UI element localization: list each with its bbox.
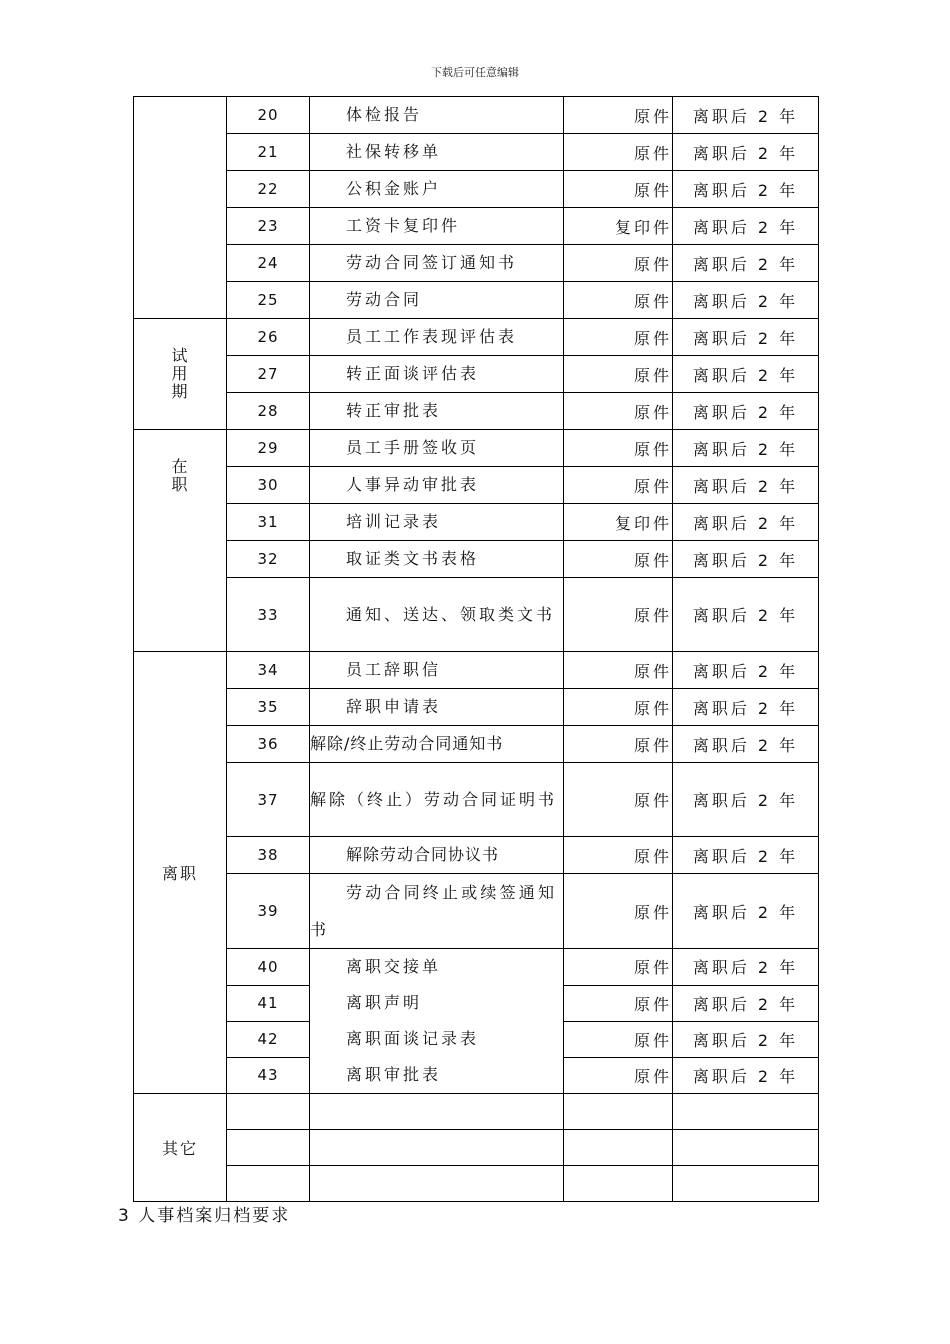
table-row (134, 1130, 819, 1166)
document-type: 原件 (564, 134, 673, 171)
retention-period: 离职后 2 年 (673, 689, 819, 726)
category-cell (134, 97, 227, 319)
row-number: 28 (227, 393, 310, 430)
document-type: 原件 (564, 171, 673, 208)
table-row (134, 985, 819, 1021)
row-number: 23 (227, 208, 310, 245)
document-name: 劳动合同签订通知书 (310, 245, 564, 282)
document-type: 原件 (564, 1021, 673, 1057)
document-name: 离职审批表 (310, 1057, 564, 1094)
category-cell-resignation: 离职 (134, 652, 227, 1094)
retention-period: 离职后 2 年 (673, 245, 819, 282)
document-type: 原件 (564, 763, 673, 837)
empty-cell (564, 1130, 673, 1166)
document-type: 原件 (564, 985, 673, 1021)
row-number: 21 (227, 134, 310, 171)
retention-period: 离职后 2 年 (673, 726, 819, 763)
retention-period: 离职后 2 年 (673, 985, 819, 1021)
document-name: 通知、送达、领取类文书 (310, 578, 564, 652)
table-row (134, 134, 819, 171)
retention-period: 离职后 2 年 (673, 467, 819, 504)
document-name: 离职交接单 (310, 949, 564, 986)
row-number: 33 (227, 578, 310, 652)
document-type: 原件 (564, 874, 673, 949)
table-row (134, 1021, 819, 1057)
empty-cell (673, 1166, 819, 1202)
document-type: 原件 (564, 393, 673, 430)
retention-period: 离职后 2 年 (673, 504, 819, 541)
empty-cell (310, 1094, 564, 1130)
row-number: 25 (227, 282, 310, 319)
section-heading: 3 人事档案归档要求 (118, 1206, 291, 1226)
document-type: 原件 (564, 578, 673, 652)
document-type: 原件 (564, 282, 673, 319)
category-cell-employed: 在职 (134, 430, 227, 652)
row-number: 20 (227, 97, 310, 134)
row-number: 22 (227, 171, 310, 208)
document-type: 原件 (564, 541, 673, 578)
table-row (134, 467, 819, 504)
retention-period: 离职后 2 年 (673, 763, 819, 837)
document-name: 员工手册签收页 (310, 430, 564, 467)
table-row (134, 726, 819, 763)
document-type: 复印件 (564, 208, 673, 245)
table-row (134, 356, 819, 393)
retention-period: 离职后 2 年 (673, 652, 819, 689)
document-type: 原件 (564, 356, 673, 393)
retention-period: 离职后 2 年 (673, 171, 819, 208)
empty-cell (310, 1130, 564, 1166)
document-name: 员工辞职信 (310, 652, 564, 689)
empty-cell (673, 1094, 819, 1130)
retention-period: 离职后 2 年 (673, 430, 819, 467)
retention-period: 离职后 2 年 (673, 97, 819, 134)
row-number: 37 (227, 763, 310, 837)
row-number: 29 (227, 430, 310, 467)
empty-cell (227, 1130, 310, 1166)
row-number: 27 (227, 356, 310, 393)
table-row (134, 652, 819, 689)
document-type: 原件 (564, 245, 673, 282)
table-row (134, 1057, 819, 1094)
row-number: 38 (227, 837, 310, 874)
table-row (134, 1094, 819, 1130)
table-row (134, 393, 819, 430)
row-number: 40 (227, 949, 310, 986)
retention-period: 离职后 2 年 (673, 134, 819, 171)
table-row (134, 319, 819, 356)
retention-period: 离职后 2 年 (673, 393, 819, 430)
document-type: 原件 (564, 689, 673, 726)
document-name: 解除/终止劳动合同通知书 (310, 726, 564, 763)
retention-period: 离职后 2 年 (673, 541, 819, 578)
document-name: 人事异动审批表 (310, 467, 564, 504)
row-number: 41 (227, 985, 310, 1021)
row-number: 39 (227, 874, 310, 949)
retention-period: 离职后 2 年 (673, 208, 819, 245)
row-number: 30 (227, 467, 310, 504)
document-type: 原件 (564, 97, 673, 134)
category-cell-other: 其它 (134, 1094, 227, 1202)
retention-period: 离职后 2 年 (673, 874, 819, 949)
document-type: 原件 (564, 467, 673, 504)
document-name: 解除（终止）劳动合同证明书 (310, 763, 564, 837)
table-row (134, 763, 819, 837)
empty-cell (564, 1166, 673, 1202)
empty-cell (310, 1166, 564, 1202)
table-row (134, 245, 819, 282)
empty-cell (673, 1130, 819, 1166)
document-type: 原件 (564, 652, 673, 689)
document-name: 解除劳动合同协议书 (310, 837, 564, 874)
category-cell-probation: 试用期 (134, 319, 227, 430)
document-name: 转正面谈评估表 (310, 356, 564, 393)
table-row (134, 1166, 819, 1202)
archive-table (133, 96, 819, 1202)
document-type: 原件 (564, 1057, 673, 1094)
page-header: 下载后可任意编辑 (431, 66, 519, 79)
retention-period: 离职后 2 年 (673, 1021, 819, 1057)
table-row (134, 430, 819, 467)
row-number: 42 (227, 1021, 310, 1057)
document-name: 员工工作表现评估表 (310, 319, 564, 356)
retention-period: 离职后 2 年 (673, 578, 819, 652)
row-number: 43 (227, 1057, 310, 1094)
document-type: 原件 (564, 430, 673, 467)
document-name: 劳动合同 (310, 282, 564, 319)
document-type: 原件 (564, 837, 673, 874)
document-type: 原件 (564, 319, 673, 356)
document-name: 离职声明 (310, 985, 564, 1021)
row-number: 35 (227, 689, 310, 726)
retention-period: 离职后 2 年 (673, 319, 819, 356)
row-number: 36 (227, 726, 310, 763)
row-number: 32 (227, 541, 310, 578)
document-name: 公积金账户 (310, 171, 564, 208)
document-name: 体检报告 (310, 97, 564, 134)
retention-period: 离职后 2 年 (673, 356, 819, 393)
row-number: 34 (227, 652, 310, 689)
retention-period: 离职后 2 年 (673, 837, 819, 874)
empty-cell (227, 1094, 310, 1130)
document-name: 工资卡复印件 (310, 208, 564, 245)
document-name: 社保转移单 (310, 134, 564, 171)
document-name: 培训记录表 (310, 504, 564, 541)
table-row (134, 171, 819, 208)
document-type: 复印件 (564, 504, 673, 541)
document-name: 离职面谈记录表 (310, 1021, 564, 1057)
retention-period: 离职后 2 年 (673, 1057, 819, 1094)
table-row (134, 282, 819, 319)
row-number: 31 (227, 504, 310, 541)
table-row (134, 208, 819, 245)
table-row (134, 504, 819, 541)
document-name: 转正审批表 (310, 393, 564, 430)
table-row (134, 837, 819, 874)
retention-period: 离职后 2 年 (673, 282, 819, 319)
document-type: 原件 (564, 726, 673, 763)
table-row (134, 689, 819, 726)
retention-period: 离职后 2 年 (673, 949, 819, 986)
empty-cell (227, 1166, 310, 1202)
empty-cell (564, 1094, 673, 1130)
document-name: 劳动合同终止或续签通知书 (310, 874, 564, 949)
document-name: 辞职申请表 (310, 689, 564, 726)
table-row (134, 949, 819, 986)
table-row (134, 97, 819, 134)
table-row (134, 541, 819, 578)
row-number: 24 (227, 245, 310, 282)
row-number: 26 (227, 319, 310, 356)
document-name: 取证类文书表格 (310, 541, 564, 578)
table-row (134, 578, 819, 652)
table-row (134, 874, 819, 949)
document-type: 原件 (564, 949, 673, 986)
